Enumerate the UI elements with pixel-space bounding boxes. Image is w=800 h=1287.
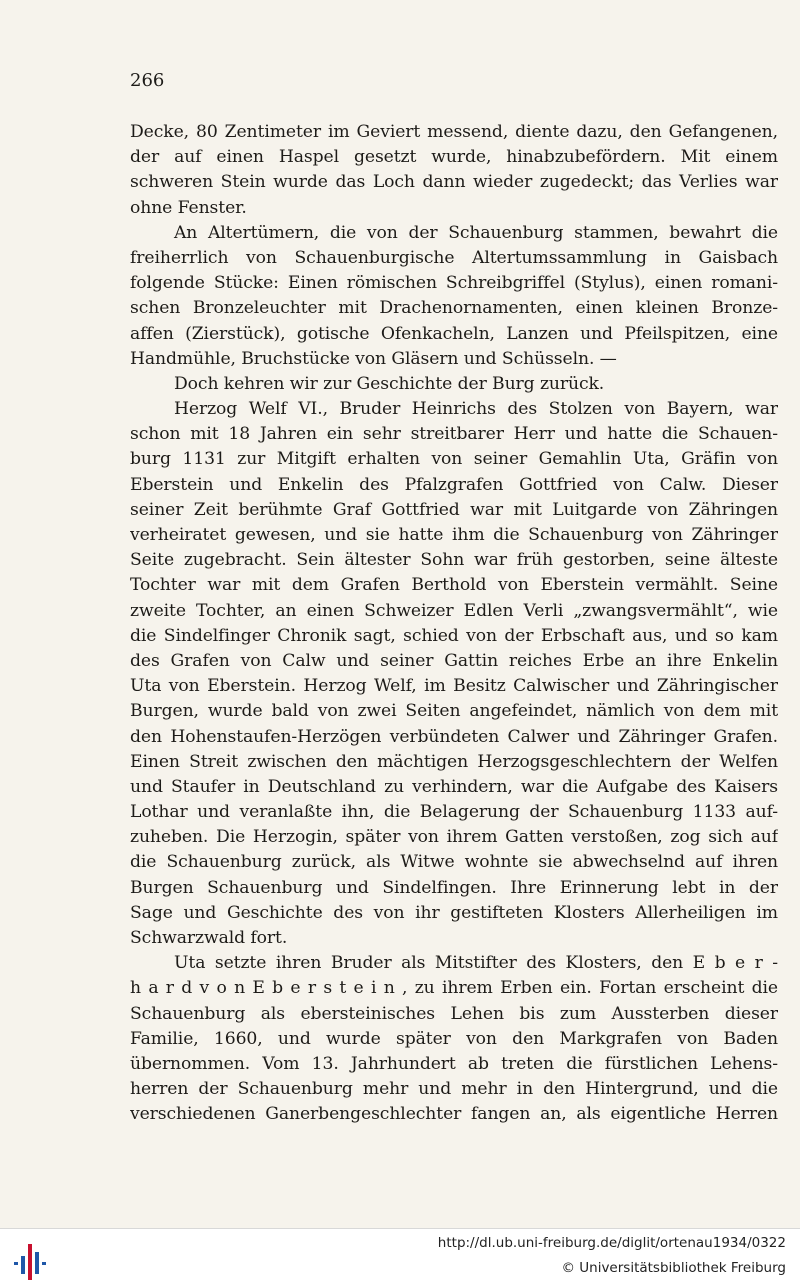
text-line: Lothar und veranlaßte ihn, die Belagerung der Schauenburg 1133 auf- [130,802,778,823]
page-number: 266 [130,70,165,91]
text-line: Einen Streit zwischen den mächtigen Herzogsgeschlechtern der Welfen [130,751,778,772]
text-line: schon mit 18 Jahren ein sehr streitbarer Herr und hatte die Schauen- [130,424,778,445]
text-line: Schwarzwald fort. [130,928,288,948]
text-line: Doch kehren wir zur Geschichte der Burg zurück. [174,373,605,394]
text-line: folgende Stücke: Einen römischen Schreibgriffel (Stylus), einen romani- [130,273,778,294]
text-line: der auf einen Haspel gesetzt wurde, hinabzubefördern. Mit einem [130,147,778,168]
text-line: schweren Stein wurde das Loch dann wieder zugedeckt; das Verlies war [130,172,778,193]
text-line: herren der Schauenburg mehr und mehr in den Hintergrund, und die [130,1079,778,1100]
text-line: den Hohenstaufen-Herzögen verbündeten Calwer und Zähringer Grafen. [130,726,778,747]
text-line: ohne Fenster. [130,197,247,218]
text-line: und Staufer in Deutschland zu verhindern, war die Aufgabe des Kaisers [130,776,778,797]
text-line: die Sindelfinger Chronik sagt, schied von der Erbschaft aus, und so kam [130,625,778,646]
text-line: Burgen Schauenburg und Sindelfingen. Ihre Erinnerung lebt in der [130,877,778,898]
permalink-url[interactable]: http://dl.ub.uni-freiburg.de/diglit/ortenau1934/0322 [437,1235,786,1251]
text-line: h a r d v o n E b e r s t e i n , zu ihrem Erben ein. Fortan erscheint die [130,978,778,999]
text-line: Seite zugebracht. Sein ältester Sohn war früh gestorben, seine älteste [130,550,778,571]
text-line: Decke, 80 Zentimeter im Geviert messend, diente dazu, den Gefangenen, [130,122,778,142]
text-line: Uta setzte ihren Bruder als Mitstifter des Klosters, den E b e r - [174,953,778,974]
text-line: übernommen. Vom 13. Jahrhundert ab treten die fürstlichen Lehens- [130,1053,778,1074]
text-line: freiherrlich von Schauenburgische Altertumssammlung in Gaisbach [130,247,778,268]
text-line: zuheben. Die Herzogin, später von ihrem Gatten verstoßen, zog sich auf [130,827,778,848]
text-line: An Altertümern, die von der Schauenburg stammen, bewahrt die [174,222,778,243]
text-line: Sage und Geschichte des von ihr gestifteten Klosters Allerheiligen im [130,902,778,923]
text-line: burg 1131 zur Mitgift erhalten von seiner Gemahlin Uta, Gräfin von [130,449,778,470]
text-line: Handmühle, Bruchstücke von Gläsern und Schüsseln. — [130,348,617,369]
text-line: Familie, 1660, und wurde später von den Markgrafen von Baden [130,1028,778,1049]
text-line: die Schauenburg zurück, als Witwe wohnte sie abwechselnd auf ihren [130,852,778,873]
text-line: seiner Zeit berühmte Graf Gottfried war mit Luitgarde von Zähringen [130,499,778,520]
text-line: zweite Tochter, an einen Schweizer Edlen Verli „zwangsvermählt“, wie [130,600,778,621]
text-line: affen (Zierstück), gotische Ofenkacheln, Lanzen und Pfeilspitzen, eine [130,323,778,344]
text-line: Tochter war mit dem Grafen Berthold von Eberstein vermählt. Seine [130,575,778,596]
university-library-logo-icon [14,1240,52,1280]
text-line: verheiratet gewesen, und sie hatte ihm die Schauenburg von Zähringer [130,525,778,545]
text-line: Eberstein und Enkelin des Pfalzgrafen Gottfried von Calw. Dieser [130,474,778,495]
copyright-notice: © Universitätsbibliothek Freiburg [561,1260,786,1276]
text-line: Schauenburg als ebersteinisches Lehen bis zum Aussterben dieser [130,1003,778,1024]
text-line: des Grafen von Calw und seiner Gattin reiches Erbe an ihre Enkelin [130,650,778,671]
text-line: schen Bronzeleuchter mit Drachenornamenten, einen kleinen Bronze- [130,298,778,319]
text-line: Herzog Welf VI., Bruder Heinrichs des Stolzen von Bayern, war [174,399,778,420]
text-line: verschiedenen Ganerbengeschlechter fangen an, als eigentliche Herren [130,1104,778,1125]
text-line: Burgen, wurde bald von zwei Seiten angefeindet, nämlich von dem mit [130,701,778,722]
text-line: Uta von Eberstein. Herzog Welf, im Besitz Calwischer und Zähringischer [130,676,778,697]
body-text [130,120,778,1128]
